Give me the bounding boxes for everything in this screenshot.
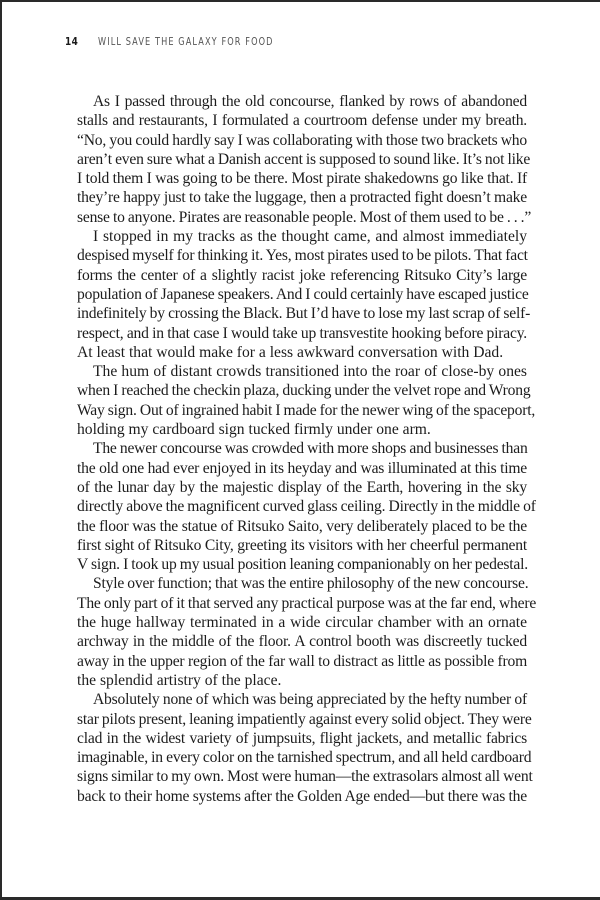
text-line: Absolutely none of which was being appreciated by the hefty number of bbox=[93, 691, 527, 709]
text-line: indefinitely by crossing the Black. But I’d have to lose my last scrap of self- bbox=[77, 305, 531, 323]
text-line: when I reached the checkin plaza, ducking under the velvet rope and Wrong bbox=[77, 382, 531, 400]
text-line: archway in the middle of the floor. A control booth was discreetly tucked bbox=[77, 633, 527, 651]
page-number: 14 bbox=[65, 36, 79, 48]
text-line: imaginable, in every color on the tarnished spectrum, and all held cardboard bbox=[77, 749, 532, 767]
text-line: At least that would make for a less awkward conversation with Dad. bbox=[77, 343, 504, 361]
body-text bbox=[77, 92, 537, 806]
text-line: of the lunar day by the majestic display of the Earth, hovering in the sky bbox=[77, 478, 527, 496]
text-line: star pilots present, leaning impatiently against every solid object. They were bbox=[77, 710, 532, 728]
text-line: holding my cardboard sign tucked firmly under one arm. bbox=[77, 421, 431, 439]
text-line: the old one had ever enjoyed in its heyday and was illuminated at this time bbox=[77, 459, 527, 477]
text-line: sense to anyone. Pirates are reasonable people. Most of them used to be . . .” bbox=[77, 208, 532, 226]
text-line: stalls and restaurants, I formulated a courtroom defense under my breath. bbox=[77, 112, 527, 130]
text-line: signs similar to my own. Most were human—the extrasolars almost all went bbox=[77, 768, 533, 786]
text-line: “No, you could hardly say I was collaborating with those two brackets who bbox=[77, 131, 527, 149]
text-line: The newer concourse was crowded with more shops and businesses than bbox=[93, 440, 528, 458]
text-line: Way sign. Out of ingrained habit I made for the newer wing of the spaceport, bbox=[77, 401, 536, 419]
text-line: despised myself for thinking it. Yes, most pirates used to be pilots. That fact bbox=[77, 247, 528, 265]
text-line: population of Japanese speakers. And I could certainly have escaped justice bbox=[77, 285, 529, 303]
text-line: The hum of distant crowds transitioned into the roar of close-by ones bbox=[93, 363, 527, 381]
text-line: first sight of Ritsuko City, greeting its visitors with her cheerful permanent bbox=[77, 536, 527, 554]
text-line: respect, and in that case I would take up transvestite hooking before piracy. bbox=[77, 324, 527, 342]
text-line: clad in the widest variety of jumpsuits, flight jackets, and metallic fabrics bbox=[77, 729, 527, 747]
text-line: the splendid artistry of the place. bbox=[77, 671, 282, 689]
paragraph bbox=[77, 92, 532, 227]
text-line: directly above the magnificent curved glass ceiling. Directly in the middle of bbox=[77, 498, 536, 516]
text-line: As I passed through the old concourse, flanked by rows of abandoned bbox=[93, 93, 527, 110]
text-line: away in the upper region of the far wall to distract as little as possible from bbox=[77, 652, 527, 670]
text-line: the floor was the statue of Ritsuko Saito, very deliberately placed to be the bbox=[77, 517, 527, 535]
book-title: WILL SAVE THE GALAXY FOR FOOD bbox=[98, 36, 274, 48]
paragraph bbox=[77, 439, 536, 574]
text-line: the huge hallway terminated in a wide circular chamber with an ornate bbox=[77, 614, 527, 632]
text-line: forms the center of a slightly racist joke referencing Ritsuko City’s large bbox=[77, 266, 527, 284]
text-line: V sign. I took up my usual position leaning companionably on her pedestal. bbox=[77, 556, 528, 574]
text-line: back to their home systems after the Golden Age ended—but there was the bbox=[77, 787, 527, 805]
paragraph bbox=[77, 690, 533, 806]
text-line: I stopped in my tracks as the thought came, and almost immediately bbox=[93, 228, 527, 246]
text-line: Style over function; that was the entire philosophy of the new concourse. bbox=[93, 575, 529, 593]
text-line: The only part of it that served any practical purpose was at the far end, where bbox=[77, 594, 537, 612]
text-line: aren’t even sure what a Danish accent is supposed to sound like. It’s not like bbox=[77, 150, 531, 168]
paragraph bbox=[77, 227, 531, 362]
paragraph bbox=[77, 574, 537, 690]
paragraph bbox=[77, 362, 536, 439]
text-line: I told them I was going to be there. Most pirate shakedowns go like that. If bbox=[77, 170, 527, 188]
text-line: they’re happy just to take the luggage, then a protracted fight doesn’t make bbox=[77, 189, 527, 207]
